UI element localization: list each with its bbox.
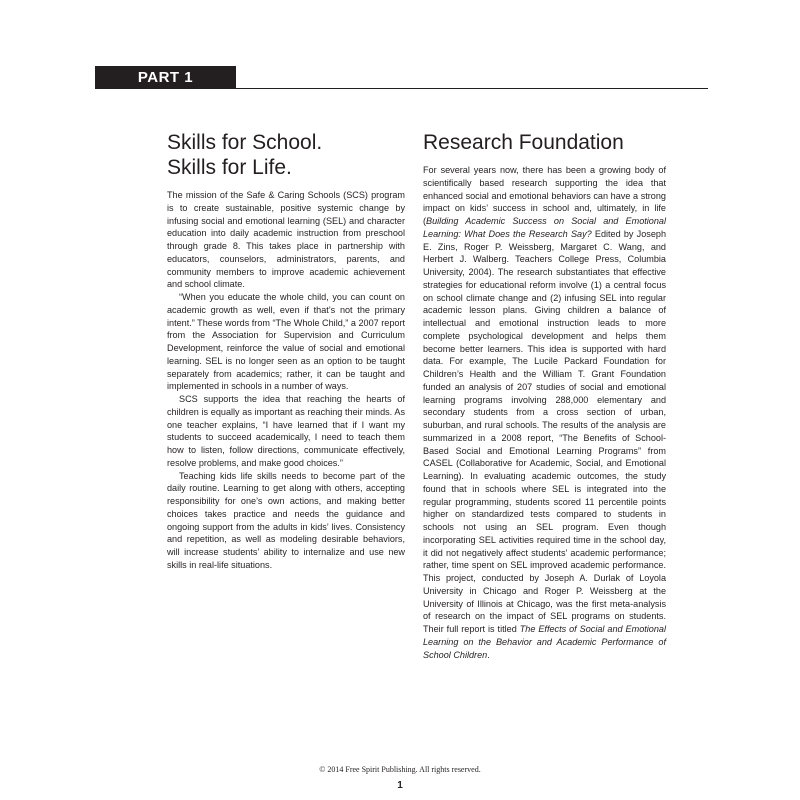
part-label [95, 66, 236, 89]
left-paragraph-1: The mission of the Safe & Caring Schools (SCS) program is to create sustainable, positive systemic change by infusing social and emotional learning (SEL) and character education into daily academic instruction from preschool through grade 8. This takes place in partnership with educators, counselors, administrators, parents, and community members to improve academic achievement and school climate. [167, 190, 405, 290]
part-divider-rule [236, 88, 708, 89]
right-paragraph-text-1: For several years now, there has been a growing body of scientifically based research supporting the idea that enhanced social and emotional behaviors can have a strong impact on kids’ success in school and, ultimately, in life ( [423, 165, 666, 226]
right-paragraph-text-2: Edited by Joseph E. Zins, Roger P. Weissberg, Margaret C. Wang, and Herbert J. Walberg. Teachers College Press, Columbia University, 2004). The research substantiates that effective strategies for educational reform involve (1) a central focus on school climate change and (2) infusing SEL into regular academic lesson plans. Giving children a balance of intellectual and emotional instruction leads to more complete psychological development and helps them become better learners. This idea is supported with hard data. For example, The Lucile Packard Foundation for Children’s Health and the William T. Grant Foundation funded an analysis of 207 studies of social and emotional learning programs involving 288,000 elementary and secondary students from a cross section of urban, suburban, and rural schools. The results of the analysis are summarized in a 2008 report, “The Benefits of School-Based Social and Emotional Learning Programs” from CASEL (Collaborative for Academic, Social, and Emotional Learning). In evaluating academic outcomes, the study found that in schools where SEL is integrated into the regular programming, students scored 11 percentile points higher on standardized tests compared to students in schools not using an SEL program. Even though incorporating SEL activities required time in the school day, it did not negatively affect students’ academic performance; rather, time spent on SEL improved academic performance. This project, conducted by Joseph A. Durlak of Loyola University in Chicago and Roger P. Weissberg at the University of Illinois at Chicago, was the first meta-analysis of research on the impact of SEL programs on students. Their full report is titled [423, 228, 667, 634]
left-heading-line2: Skills for Life. [167, 156, 292, 179]
right-heading: Research Foundation [423, 131, 624, 154]
right-paragraph-book-title: Building Academic Success on Social and Emotional Learning: What Does the Research Say? [423, 216, 666, 239]
left-paragraph-3: SCS supports the idea that reaching the hearts of children is equally as important as reaching their minds. As one teacher explains, “I have learned that if I want my students to succeed academically, I need to teach them how to listen, follow directions, communicate effectively, resolve problems, and make good choices.” [167, 394, 405, 468]
left-paragraph-2: “When you educate the whole child, you can count on academic growth as well, even if that’s not the primary intent.” These words from “The Whole Child,” a 2007 report from the Association for Supervision and Curriculum Development, reinforce the value of social and emotional learning. SEL is no longer seen as an option to be taught separately from academics; rather, it can be taught and implemented in schools in a number of ways. [167, 292, 405, 392]
right-paragraph-text-3: . [487, 649, 490, 660]
right-paragraph [423, 164, 666, 661]
footer-page-number: 1 [397, 780, 403, 791]
left-heading-line1: Skills for School. [167, 131, 323, 154]
footer-copyright: © 2014 Free Spirit Publishing. All rights reserved. [319, 765, 481, 774]
left-column [167, 130, 405, 572]
left-paragraph-4: Teaching kids life skills needs to become part of the daily routine. Learning to get along with others, accepting responsibility for one’s own actions, and making better choices takes practice and needs the guidance and ongoing support from the adults in kids’ lives. Consistency and repetition, as well as modeling desirable behaviors, will increase students’ ability to internalize and use new skills in real-life situations. [167, 470, 405, 570]
right-column [423, 130, 666, 661]
right-paragraph-report-title: The Effects of Social and Emotional Learning on the Behavior and Academic Performance of School Children [423, 624, 666, 660]
left-heading [167, 130, 405, 180]
part-label-text: PART 1 [137, 69, 194, 86]
